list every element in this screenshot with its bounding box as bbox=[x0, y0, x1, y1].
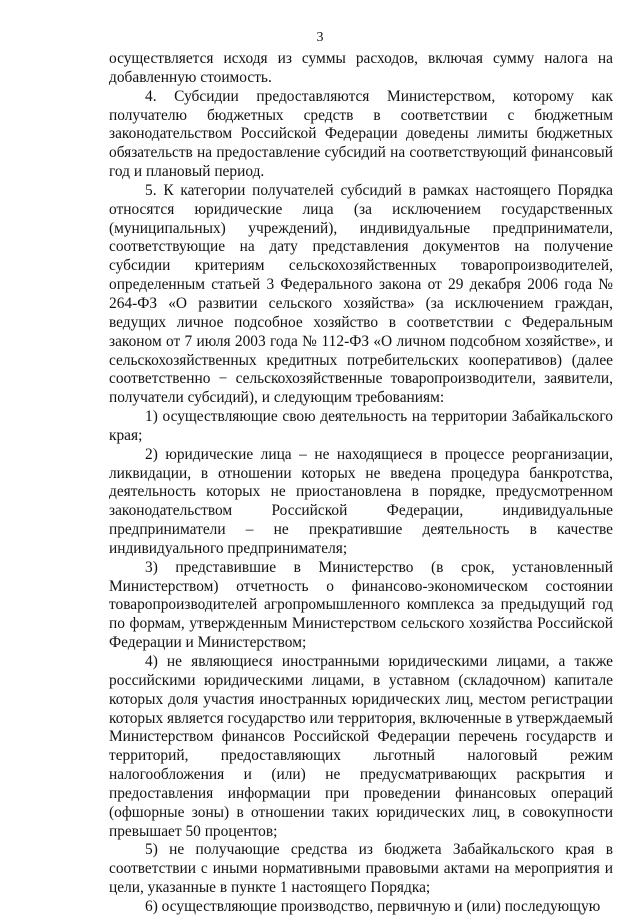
page-number: 3 bbox=[316, 30, 324, 45]
paragraph-item-4: 4. Субсидии предоставляются Министерством, которому как получателю бюджетных средств в соответствии с бюджетным законодательством Российской Федерации доведены лимиты бюджетных обязательств на предоставление субсидий на соответствующий финансовый год и плановый период. bbox=[109, 87, 613, 181]
paragraph-continuation: осуществляется исходя из суммы расходов, включая сумму налога на добавленную стоимость. bbox=[109, 50, 613, 86]
requirement-1: 1) осуществляющие свою деятельность на территории Забайкальского края; bbox=[109, 408, 613, 444]
paragraph-item-5: 5. К категории получателей субсидий в рамках настоящего Порядка относятся юридические лица (за исключением государственных (муниципальных) учреждений), индивидуальные предприниматели, соответствующие на дату представления документов на получение субсидии критериям сельскохозяйственных товаропроизводителей, определенным статьей 3 Федерального закона от 29 декабря 2006 года № 264-ФЗ «О развитии сельского хозяйства» (за исключением граждан, ведущих личное подсобное хозяйство в соответствии с Федеральным законом от 7 июля 2003 года № 112-ФЗ «О личном подсобном хозяйстве», и сельскохозяйственных кредитных потребительских кооперативов) (далее соответственно − сельскохозяйственные товаропроизводители, заявители, получатели субсидий), и следующим требованиям: bbox=[109, 181, 613, 407]
document-body bbox=[109, 50, 613, 917]
requirement-2: 2) юридические лица – не находящиеся в процессе реорганизации, ликвидации, в отношении которых не введена процедура банкротства, деятельность которых не приостановлена в порядке, предусмотренном законодательством Российской Федерации, индивидуальные предприниматели – не прекратившие деятельность в качестве индивидуального предпринимателя; bbox=[109, 445, 613, 557]
requirement-3: 3) представившие в Министерство (в срок, установленный Министерством) отчетность о финансово-экономическом состоянии товаропроизводителей агропромышленного комплекса за предыдущий год по формам, утвержденным Министерством сельского хозяйства Российской Федерации и Министерством; bbox=[109, 558, 613, 652]
requirement-6: 6) осуществляющие производство, первичную и (или) последующую bbox=[145, 897, 601, 915]
requirement-4: 4) не являющиеся иностранными юридическими лицами, а также российскими юридическими лицами, в уставном (складочном) капитале которых доля участия иностранных юридических лиц, местом регистрации которых является государство или территория, включенные в утверждаемый Министерством финансов Российской Федерации перечень государств и территорий, предоставляющих льготный налоговый режим налогообложения и (или) не предусматривающих раскрытия и предоставления информации при проведении финансовых операций (офшорные зоны) в отношении таких юридических лиц, в совокупности превышает 50 процентов; bbox=[109, 653, 613, 840]
requirement-5: 5) не получающие средства из бюджета Забайкальского края в соответствии с иными нормативными правовыми актами на мероприятия и цели, указанные в пункте 1 настоящего Порядка; bbox=[109, 841, 613, 897]
